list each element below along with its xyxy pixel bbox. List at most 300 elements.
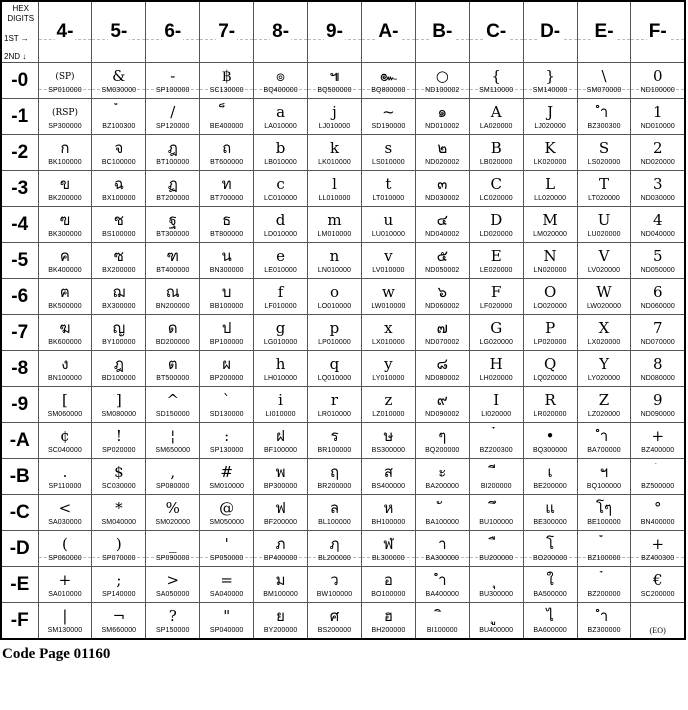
char-cell: [415, 315, 469, 351]
char-cell: [361, 567, 415, 603]
char-cell: [146, 531, 200, 567]
char-cell: [523, 531, 577, 567]
char-id: SM110000: [479, 86, 514, 94]
char-cell: [361, 207, 415, 243]
code-page-title: Code Page 01160: [2, 646, 111, 662]
char-id: SP090000: [156, 554, 190, 562]
char-glyph: บ: [221, 282, 232, 301]
char-glyph: [: [62, 390, 68, 409]
char-id: BT400000: [156, 266, 190, 274]
char-glyph: ฏ: [167, 174, 178, 193]
char-glyph: Y: [599, 354, 609, 373]
char-cell: [92, 315, 146, 351]
char-glyph: [578, 535, 631, 554]
char-cell: [308, 531, 362, 567]
char-glyph: j: [332, 102, 337, 121]
char-id: LP010000: [318, 338, 351, 346]
char-glyph: ๛: [379, 66, 398, 85]
row-header: -D: [1, 531, 38, 567]
char-id: SP110000: [48, 482, 82, 490]
char-glyph: (: [62, 534, 68, 553]
char-glyph: [470, 535, 523, 554]
char-cell: [361, 351, 415, 387]
char-glyph: ณ: [165, 282, 180, 301]
row-header: -6: [1, 279, 38, 315]
char-cell: [92, 387, 146, 423]
char-cell: [92, 531, 146, 567]
char-glyph: ฎ: [167, 138, 178, 157]
char-glyph: ฯ: [599, 462, 609, 481]
char-glyph: ๗: [436, 318, 448, 337]
char-glyph: ษ: [383, 426, 394, 445]
char-glyph: [470, 571, 523, 590]
char-glyph: P: [545, 318, 556, 337]
char-glyph: ฟ: [275, 498, 286, 517]
char-id: LE010000: [264, 266, 297, 274]
char-glyph: R: [544, 390, 556, 409]
char-glyph: ธ: [222, 210, 232, 229]
char-glyph: p: [329, 318, 340, 337]
char-id: SM130000: [47, 626, 83, 634]
char-cell: [361, 459, 415, 495]
char-cell: [308, 387, 362, 423]
char-id: LW010000: [371, 302, 406, 310]
row-header: -3: [1, 171, 38, 207]
char-glyph: }: [545, 66, 555, 85]
second-digit-label: 2ND ↓: [4, 52, 27, 61]
char-glyph: ฮ: [383, 606, 393, 625]
char-glyph: +: [58, 570, 72, 589]
char-glyph: ท: [221, 174, 232, 193]
char-glyph: ป: [221, 318, 232, 337]
char-glyph: ๕: [436, 246, 448, 265]
char-cell: [469, 351, 523, 387]
char-cell: [308, 243, 362, 279]
char-glyph: ผ: [222, 354, 232, 373]
char-id: LX010000: [372, 338, 405, 346]
char-glyph: c: [276, 174, 285, 193]
char-id: BK100000: [48, 158, 82, 166]
char-id: SC040000: [48, 446, 82, 454]
char-cell: [308, 63, 362, 99]
char-cell: [254, 315, 308, 351]
char-id: BK500000: [48, 302, 82, 310]
char-glyph: [470, 499, 523, 518]
char-glyph: M: [542, 210, 558, 229]
char-glyph: K: [544, 138, 556, 157]
char-id: SM030000: [101, 86, 137, 94]
char-id: SM080000: [101, 410, 137, 418]
char-cell: [38, 99, 92, 135]
char-id: BA200000: [425, 482, 460, 490]
char-id: ND030002: [425, 194, 460, 202]
char-id: SP150000: [156, 626, 190, 634]
char-id: BT200000: [156, 194, 190, 202]
char-glyph: ว: [330, 570, 339, 589]
char-cell: [361, 99, 415, 135]
char-cell: [415, 135, 469, 171]
char-glyph: >: [166, 570, 180, 589]
char-cell: [361, 603, 415, 640]
char-glyph: ฤ: [329, 462, 340, 481]
char-glyph: ": [223, 606, 231, 625]
char-id: BY200000: [263, 626, 298, 634]
char-id: SP070000: [102, 554, 136, 562]
char-id: BA300000: [425, 554, 460, 562]
row-header: -0: [1, 63, 38, 99]
char-cell: [415, 459, 469, 495]
char-cell: [469, 531, 523, 567]
char-glyph: H: [489, 354, 503, 373]
char-cell: [200, 351, 254, 387]
char-id: LZ020000: [587, 410, 621, 418]
column-header: [146, 1, 200, 63]
char-id: LG010000: [263, 338, 298, 346]
char-id: ND040000: [640, 230, 675, 238]
char-glyph: เ: [547, 462, 553, 481]
char-id: SP040000: [209, 626, 244, 634]
char-id: LZ010000: [372, 410, 405, 418]
char-cell: [200, 387, 254, 423]
char-id: BE400000: [209, 122, 244, 130]
char-glyph: -: [170, 66, 176, 85]
char-glyph: •: [545, 426, 555, 445]
char-glyph: [416, 607, 469, 626]
row-header: -A: [1, 423, 38, 459]
char-glyph: ฬ: [383, 534, 394, 553]
char-id: BS200000: [317, 626, 352, 634]
char-id: ND010002: [425, 122, 460, 130]
char-cell: [523, 279, 577, 315]
char-id: BT500000: [156, 374, 190, 382]
char-id: LD010000: [264, 230, 298, 238]
char-glyph: ด: [167, 318, 178, 337]
char-cell: [254, 171, 308, 207]
char-glyph: Z: [598, 390, 610, 409]
char-id: BQ800000: [371, 86, 406, 94]
char-cell: [577, 99, 631, 135]
char-id: BQ500000: [317, 86, 352, 94]
char-id: SM070000: [586, 86, 622, 94]
char-cell: [200, 171, 254, 207]
char-glyph: ฑ: [166, 246, 179, 265]
char-glyph: โ: [546, 534, 555, 553]
char-id: LQ020000: [533, 374, 567, 382]
char-cell: [254, 495, 308, 531]
char-id: LQ010000: [317, 374, 352, 382]
row-header: -E: [1, 567, 38, 603]
char-glyph: e: [276, 246, 286, 265]
column-header: [38, 1, 92, 63]
char-cell: [631, 63, 685, 99]
char-id: LV010000: [372, 266, 405, 274]
char-glyph: 3: [652, 174, 663, 193]
char-glyph: G: [490, 318, 503, 337]
column-header-label: 7-: [218, 21, 236, 42]
char-cell: [200, 567, 254, 603]
char-glyph: r: [330, 390, 339, 409]
char-glyph: q: [329, 354, 340, 373]
header-row: [1, 1, 685, 63]
char-glyph: x: [384, 318, 393, 337]
char-glyph: #: [220, 462, 233, 481]
char-id: LC010000: [264, 194, 298, 202]
char-id: LY010000: [372, 374, 405, 382]
char-cell: [254, 351, 308, 387]
char-id: BN200000: [155, 302, 190, 310]
char-cell: [146, 567, 200, 603]
char-glyph: [631, 607, 684, 626]
char-glyph: ญ: [112, 318, 126, 337]
char-cell: [146, 243, 200, 279]
char-id: BZ200000: [587, 590, 621, 598]
char-cell: [254, 207, 308, 243]
char-cell: [469, 495, 523, 531]
char-cell: [577, 135, 631, 171]
char-id: LW020000: [586, 302, 622, 310]
char-id: BI200000: [480, 482, 512, 490]
char-glyph: ํา: [599, 102, 609, 121]
char-id: BF100000: [264, 446, 298, 454]
char-glyph: ำ: [599, 426, 609, 445]
char-glyph: I: [493, 390, 500, 409]
column-header: [631, 1, 685, 63]
char-glyph: ): [115, 534, 122, 553]
char-cell: [254, 387, 308, 423]
char-glyph: /: [170, 102, 176, 121]
char-cell: [146, 171, 200, 207]
char-cell: [38, 279, 92, 315]
char-id: ND030000: [640, 194, 675, 202]
char-id: ND080000: [640, 374, 675, 382]
char-cell: [631, 279, 685, 315]
char-id: BD100000: [101, 374, 136, 382]
char-id: BZ300300: [587, 122, 621, 130]
char-glyph: B: [490, 138, 502, 157]
table-row: [1, 207, 685, 243]
char-glyph: ๔: [436, 210, 448, 229]
char-cell: [146, 207, 200, 243]
char-glyph: €: [652, 570, 663, 589]
row-header: -B: [1, 459, 38, 495]
char-id: LL010000: [318, 194, 351, 202]
char-cell: [415, 279, 469, 315]
char-id: BC100000: [101, 158, 136, 166]
char-id: BK300000: [48, 230, 82, 238]
char-id: BS400000: [371, 482, 406, 490]
char-cell: [308, 459, 362, 495]
char-id: BK600000: [48, 338, 82, 346]
char-glyph: 7: [652, 318, 663, 337]
char-id: BQ300000: [532, 446, 568, 454]
column-header: [469, 1, 523, 63]
char-id: LT020000: [588, 194, 620, 202]
char-cell: [577, 387, 631, 423]
char-cell: [146, 279, 200, 315]
char-glyph: 4: [652, 210, 663, 229]
char-id: LK020000: [533, 158, 567, 166]
char-id: ND070000: [640, 338, 675, 346]
char-glyph: V: [598, 246, 610, 265]
char-cell: [200, 99, 254, 135]
char-id: LD020000: [479, 230, 513, 238]
char-id: BP100000: [209, 338, 244, 346]
char-cell: [523, 351, 577, 387]
char-glyph: ถ: [222, 138, 232, 157]
char-cell: [92, 63, 146, 99]
char-cell: [577, 315, 631, 351]
char-id: SD150000: [155, 410, 190, 418]
table-row: [1, 459, 685, 495]
char-id: LS010000: [372, 158, 405, 166]
char-id: SM060000: [47, 410, 83, 418]
char-cell: [631, 315, 685, 351]
row-header: -5: [1, 243, 38, 279]
char-glyph: ฝ: [276, 426, 285, 445]
char-cell: [146, 459, 200, 495]
char-cell: [92, 567, 146, 603]
char-id: BA500000: [533, 590, 567, 598]
char-id: LT010000: [372, 194, 405, 202]
table-row: [1, 531, 685, 567]
char-cell: [577, 243, 631, 279]
char-cell: [577, 603, 631, 640]
char-id: BR200000: [317, 482, 352, 490]
char-id: BZ500000: [641, 482, 675, 490]
char-cell: [577, 63, 631, 99]
char-cell: [38, 603, 92, 640]
column-header-label: 8-: [272, 21, 290, 42]
char-glyph: &: [112, 66, 126, 85]
char-glyph: ¬: [112, 606, 126, 625]
char-cell: [361, 63, 415, 99]
column-header-label: E-: [594, 21, 614, 42]
table-row: [1, 315, 685, 351]
char-glyph: F: [490, 282, 502, 301]
char-cell: [146, 135, 200, 171]
char-id: LR020000: [533, 410, 567, 418]
char-cell: [523, 171, 577, 207]
table-row: [1, 495, 685, 531]
char-id: LA020000: [479, 122, 513, 130]
char-glyph: ๏: [276, 66, 286, 85]
char-cell: [200, 279, 254, 315]
char-cell: [415, 243, 469, 279]
char-cell: [146, 495, 200, 531]
first-digit-label: 1ST →: [4, 34, 29, 43]
char-glyph: [416, 499, 469, 518]
char-id: LV020000: [587, 266, 621, 274]
char-glyph: [470, 607, 523, 626]
char-id: BK200000: [48, 194, 82, 202]
char-glyph: J: [547, 102, 554, 121]
hex-label: HEX: [12, 4, 29, 13]
char-glyph: โๆ: [595, 498, 613, 517]
char-id: BO200000: [532, 554, 568, 562]
char-id: BH200000: [371, 626, 406, 634]
char-id: ND020000: [640, 158, 675, 166]
char-cell: [200, 603, 254, 640]
char-id: ND070002: [425, 338, 460, 346]
char-glyph: ๚: [329, 66, 340, 85]
char-cell: [631, 459, 685, 495]
char-cell: [308, 99, 362, 135]
char-cell: [308, 423, 362, 459]
char-glyph: n: [329, 246, 340, 265]
char-id: BZ300000: [587, 626, 621, 634]
char-id: LM020000: [533, 230, 568, 238]
table-row: [1, 279, 685, 315]
char-id: ND050002: [425, 266, 460, 274]
char-glyph: t: [385, 174, 392, 193]
char-glyph: +: [651, 426, 665, 445]
table-row: [1, 603, 685, 640]
char-cell: [415, 495, 469, 531]
char-id: SA040000: [209, 590, 244, 598]
char-glyph: .: [62, 462, 68, 481]
char-id: LU010000: [371, 230, 405, 238]
char-glyph: [578, 571, 631, 590]
table-row: [1, 351, 685, 387]
char-glyph: `: [222, 390, 231, 409]
table-row: [1, 135, 685, 171]
char-cell: [146, 423, 200, 459]
char-id: LN020000: [533, 266, 567, 274]
char-id: BU100000: [479, 518, 514, 526]
char-glyph: ค: [59, 246, 70, 265]
char-glyph: ห: [383, 498, 394, 517]
row-header: -C: [1, 495, 38, 531]
char-cell: [577, 495, 631, 531]
char-glyph: y: [384, 354, 393, 373]
column-header-label: B-: [432, 21, 453, 42]
char-cell: [308, 351, 362, 387]
char-id: SM050000: [209, 518, 244, 526]
char-cell: [631, 603, 685, 640]
char-glyph: U: [597, 210, 611, 229]
char-id: BN300000: [209, 266, 244, 274]
char-glyph: °: [653, 498, 662, 517]
char-glyph: @: [219, 498, 235, 517]
char-glyph: [631, 463, 684, 482]
char-id: BT600000: [210, 158, 244, 166]
table-row: [1, 387, 685, 423]
table-row: [1, 99, 685, 135]
char-cell: [254, 603, 308, 640]
column-header: [361, 1, 415, 63]
char-cell: [469, 171, 523, 207]
char-cell: [254, 531, 308, 567]
char-cell: [469, 243, 523, 279]
char-cell: [146, 315, 200, 351]
char-glyph: g: [275, 318, 286, 337]
char-cell: [523, 135, 577, 171]
char-cell: [523, 603, 577, 640]
char-glyph: 2: [652, 138, 663, 157]
char-cell: [92, 423, 146, 459]
char-id: SP080000: [156, 482, 190, 490]
char-glyph: i: [278, 390, 283, 409]
char-cell: [361, 423, 415, 459]
char-cell: [631, 351, 685, 387]
column-header: [523, 1, 577, 63]
char-id: BM100000: [263, 590, 298, 598]
char-id: SM040000: [101, 518, 137, 526]
char-glyph: f: [277, 282, 284, 301]
char-id: LU020000: [587, 230, 621, 238]
char-cell: [631, 171, 685, 207]
char-glyph: 6: [652, 282, 663, 301]
